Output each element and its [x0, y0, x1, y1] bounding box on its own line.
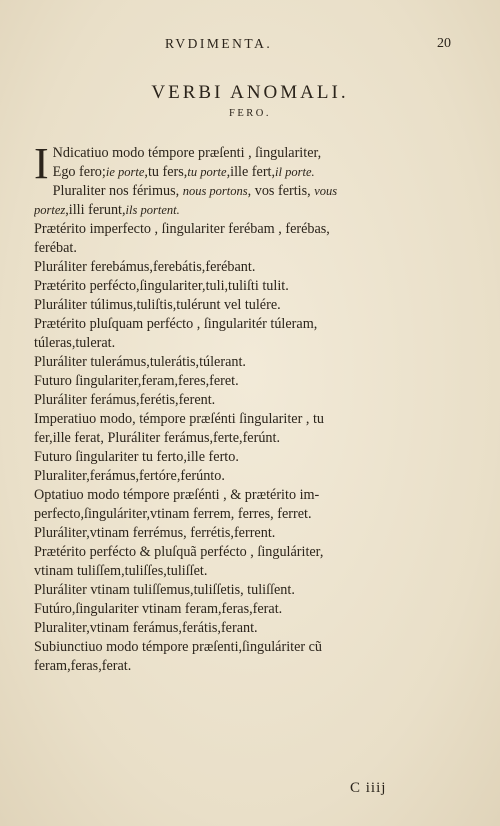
latin-text: Pluraliter,ferámus,fertóre,ferúnto. — [34, 468, 225, 484]
latin-text: perfecto,ſinguláriter,vtinam ferrem, ferres, ferret. — [34, 506, 312, 522]
latin-text: Prætérito imperfecto , ſingulariter ferébam , ferébas, — [34, 221, 330, 237]
french-gloss: il porte. — [275, 165, 315, 179]
latin-text: Pluraliter nos férimus, — [52, 183, 183, 199]
french-gloss: tu porte — [187, 165, 227, 179]
text-line — [34, 581, 474, 600]
latin-text: Imperatiuo modo, témpore præſénti ſingulariter , tu — [34, 411, 324, 427]
page-header — [0, 36, 500, 56]
section-title: VERBI ANOMALI. — [151, 82, 349, 103]
text-line — [34, 277, 474, 296]
latin-text: ,illi ferunt, — [65, 202, 126, 218]
text-line — [34, 372, 474, 391]
text-line — [34, 467, 474, 486]
latin-text: fer,ille ferat, Pluráliter ferámus,ferte,ferúnt. — [34, 430, 281, 446]
latin-text: Pluráliter vtinam tuliſſemus,tuliſſetis, tuliſſent. — [34, 582, 295, 598]
text-line — [34, 410, 474, 429]
text-line — [34, 600, 474, 619]
latin-text: Pluráliter tulerámus,tulerátis,túlerant. — [34, 354, 246, 370]
french-gloss: vous — [314, 184, 338, 198]
text-line — [34, 505, 474, 524]
latin-text: Futúro,ſingulariter vtinam feram,feras,ferat. — [34, 601, 283, 617]
drop-cap: I — [34, 139, 49, 188]
text-line — [34, 296, 474, 315]
text-line — [34, 315, 474, 334]
text-line — [34, 258, 474, 277]
latin-text: Prætérito perfécto,ſingulariter,tuli,tuliſti tulit. — [34, 278, 289, 294]
text-line — [34, 524, 474, 543]
text-line — [34, 429, 474, 448]
latin-text: vtinam tuliſſem,tuliſſes,tuliſſet. — [34, 563, 208, 579]
latin-text: túleras,tulerat. — [34, 335, 116, 351]
french-gloss: portez — [34, 203, 66, 217]
text-body — [34, 139, 474, 676]
text-line — [34, 391, 474, 410]
latin-text: Futuro ſingulariter,feram,feres,feret. — [34, 373, 239, 389]
text-line — [53, 163, 474, 182]
text-line — [34, 657, 474, 676]
latin-text: Optatiuo modo témpore præſénti , & prætérito im- — [34, 487, 320, 503]
signature-mark: C iiij — [350, 780, 387, 796]
latin-text: , vos fertis, — [247, 183, 315, 199]
page-number: 20 — [437, 36, 451, 51]
text-line — [34, 619, 474, 638]
latin-text: Subiunctiuo modo témpore præſenti,ſinguláriter cũ — [34, 639, 323, 655]
latin-text: feram,feras,ferat. — [34, 658, 132, 674]
text-line — [34, 220, 474, 239]
latin-text: ,ille fert, — [226, 164, 276, 180]
latin-text: Ndicatiuo modo témpore præſenti , ſingulariter, — [52, 145, 322, 161]
text-line — [34, 638, 474, 657]
text-line — [34, 353, 474, 372]
french-gloss: nous portons — [182, 184, 248, 198]
text-line — [34, 486, 474, 505]
latin-text: Pluráliter,vtinam ferrémus, ferrétis,ferrent. — [34, 525, 276, 541]
text-line — [34, 562, 474, 581]
latin-text: Ego fero; — [52, 164, 106, 180]
latin-text: Pluráliter ferámus,ferétis,ferent. — [34, 392, 216, 408]
text-line — [34, 334, 474, 353]
latin-text: Prætérito pluſquam perfécto , ſingularitér túleram, — [34, 316, 318, 332]
latin-text: Pluráliter ferebámus,ferebátis,ferébant. — [34, 259, 256, 275]
section-subtitle: FERO. — [229, 108, 271, 119]
latin-text: Prætérito perfécto & pluſquã perfécto , ſinguláriter, — [34, 544, 324, 560]
text-line — [34, 201, 474, 220]
text-line — [53, 182, 474, 201]
text-line — [53, 144, 474, 163]
latin-text: Pluraliter,vtinam ferámus,ferátis,ferant. — [34, 620, 258, 636]
latin-text: Futuro ſingulariter tu ferto,ille ferto. — [34, 449, 239, 465]
text-line — [34, 448, 474, 467]
french-gloss: ils portent. — [125, 203, 180, 217]
text-line — [34, 239, 474, 258]
latin-text: ,tu fers, — [144, 164, 188, 180]
latin-text: Pluráliter túlimus,tuliſtis,tulérunt vel tulére. — [34, 297, 281, 313]
running-head: RVDIMENTA. — [165, 36, 273, 51]
text-line — [34, 543, 474, 562]
french-gloss: ie porte — [105, 165, 145, 179]
latin-text: ferébat. — [34, 240, 77, 256]
